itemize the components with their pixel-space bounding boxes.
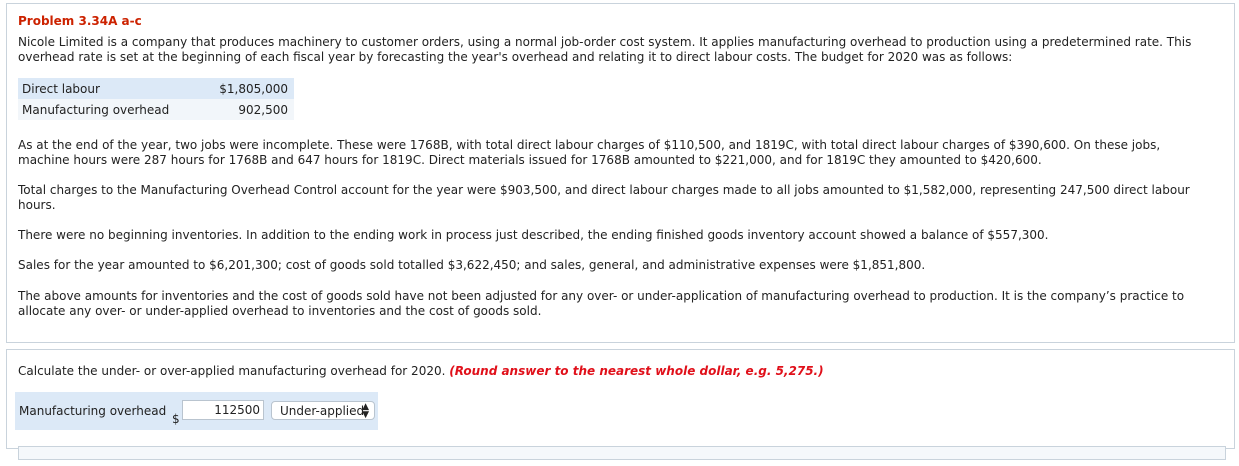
answer-label: Manufacturing overhead — [19, 404, 167, 418]
currency-symbol: $ — [172, 412, 180, 426]
answer-row — [15, 392, 378, 430]
applied-type-select[interactable] — [271, 401, 375, 420]
budget-value: 902,500 — [198, 99, 294, 120]
budget-label: Direct labour — [18, 78, 198, 99]
question-panel — [6, 349, 1235, 449]
problem-title: Problem 3.34A a-c — [18, 14, 142, 28]
table-row — [18, 78, 294, 99]
overhead-amount-input[interactable]: 112500 — [182, 400, 264, 420]
question-text: Calculate the under- or over-applied manufacturing overhead for 2020. — [18, 364, 446, 378]
paragraph-allocation: The above amounts for inventories and the cost of goods sold have not been adjusted for any over- or under-application of manufacturing overhead to production. It is the company’s practice to allocate any over- or under-applied overhead to inventories and the cost of goods sold. — [18, 289, 1185, 318]
action-bar — [18, 446, 1226, 460]
problem-intro: Nicole Limited is a company that produces machinery to customer orders, using a normal job-order cost system. It applies manufacturing overhead to production using a predetermined rate. This overhead rate is set at the beginning of each fiscal year by forecasting the year's overhead and relating it to direct labour costs. The budget for 2020 was as follows: — [18, 35, 1192, 64]
budget-value: $1,805,000 — [198, 78, 294, 99]
budget-table — [18, 78, 294, 120]
question-text-line — [18, 364, 824, 378]
budget-label: Manufacturing overhead — [18, 99, 198, 120]
paragraph-sales: Sales for the year amounted to $6,201,300; cost of goods sold totalled $3,622,450; and sales, general, and administrative expenses were $1,851,800. — [18, 258, 926, 272]
paragraph-incomplete-jobs: As at the end of the year, two jobs were incomplete. These were 1768B, with total direct labour charges of $110,500, and 1819C, with total direct labour charges of $390,600. On these jobs, machine hours were 287 hours for 1768B and 647 hours for 1819C. Direct materials issued for 1768B amounted to $221,000, and for 1819C they amounted to $420,600. — [18, 138, 1161, 167]
paragraph-inventories: There were no beginning inventories. In addition to the ending work in process just described, the ending finished goods inventory account showed a balance of $557,300. — [18, 228, 1049, 242]
rounding-hint: (Round answer to the nearest whole dollar, e.g. 5,275.) — [449, 364, 824, 378]
table-row — [18, 99, 294, 120]
problem-panel — [6, 3, 1235, 343]
paragraph-overhead-charges: Total charges to the Manufacturing Overhead Control account for the year were $903,500, and direct labour charges made to all jobs amounted to $1,582,000, representing 247,500 direct labour hours. — [18, 183, 1190, 212]
applied-type-value: Under-applied — [280, 404, 365, 418]
select-arrows-icon: ▲ ▼ — [362, 402, 369, 420]
